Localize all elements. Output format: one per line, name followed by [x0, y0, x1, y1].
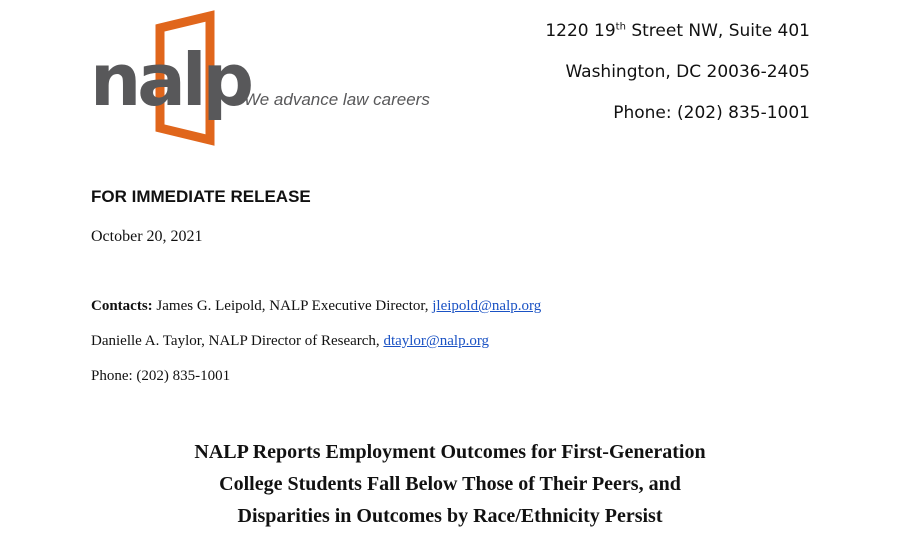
organization-address — [545, 20, 810, 143]
headline-line-2: College Students Fall Below Those of Their Peers, and — [219, 473, 681, 495]
address-street-name: Street NW, Suite 401 — [625, 21, 810, 41]
contact1-email-link[interactable]: jleipold@nalp.org — [432, 298, 542, 314]
headline-line-3: Disparities in Outcomes by Race/Ethnicity Persist — [237, 505, 663, 527]
contact-line-1 — [91, 298, 541, 333]
logo-wordmark: nalp — [90, 38, 251, 122]
address-street — [545, 20, 810, 61]
headline-line-1: NALP Reports Employment Outcomes for First-Generation — [194, 441, 706, 463]
contact-line-2 — [91, 333, 541, 368]
address-street-ordinal: th — [615, 21, 626, 33]
contact-phone: Phone: (202) 835-1001 — [91, 368, 231, 384]
address-phone: Phone: (202) 835-1001 — [613, 103, 810, 123]
contact2-email-link[interactable]: dtaylor@nalp.org — [383, 333, 490, 349]
contacts-label: Contacts: — [91, 298, 153, 314]
contact2-text: Danielle A. Taylor, NALP Director of Research, — [91, 333, 384, 349]
contact1-text: James G. Leipold, NALP Executive Director, — [152, 298, 433, 314]
address-street-number: 1220 19 — [545, 21, 616, 41]
release-label: FOR IMMEDIATE RELEASE — [91, 187, 311, 206]
nalp-logo — [88, 10, 428, 150]
address-city: Washington, DC 20036-2405 — [565, 62, 810, 82]
contacts-block — [91, 298, 541, 403]
release-date: October 20, 2021 — [91, 228, 203, 245]
press-release-headline — [0, 437, 900, 533]
logo-tagline: We advance law careers — [244, 90, 430, 109]
